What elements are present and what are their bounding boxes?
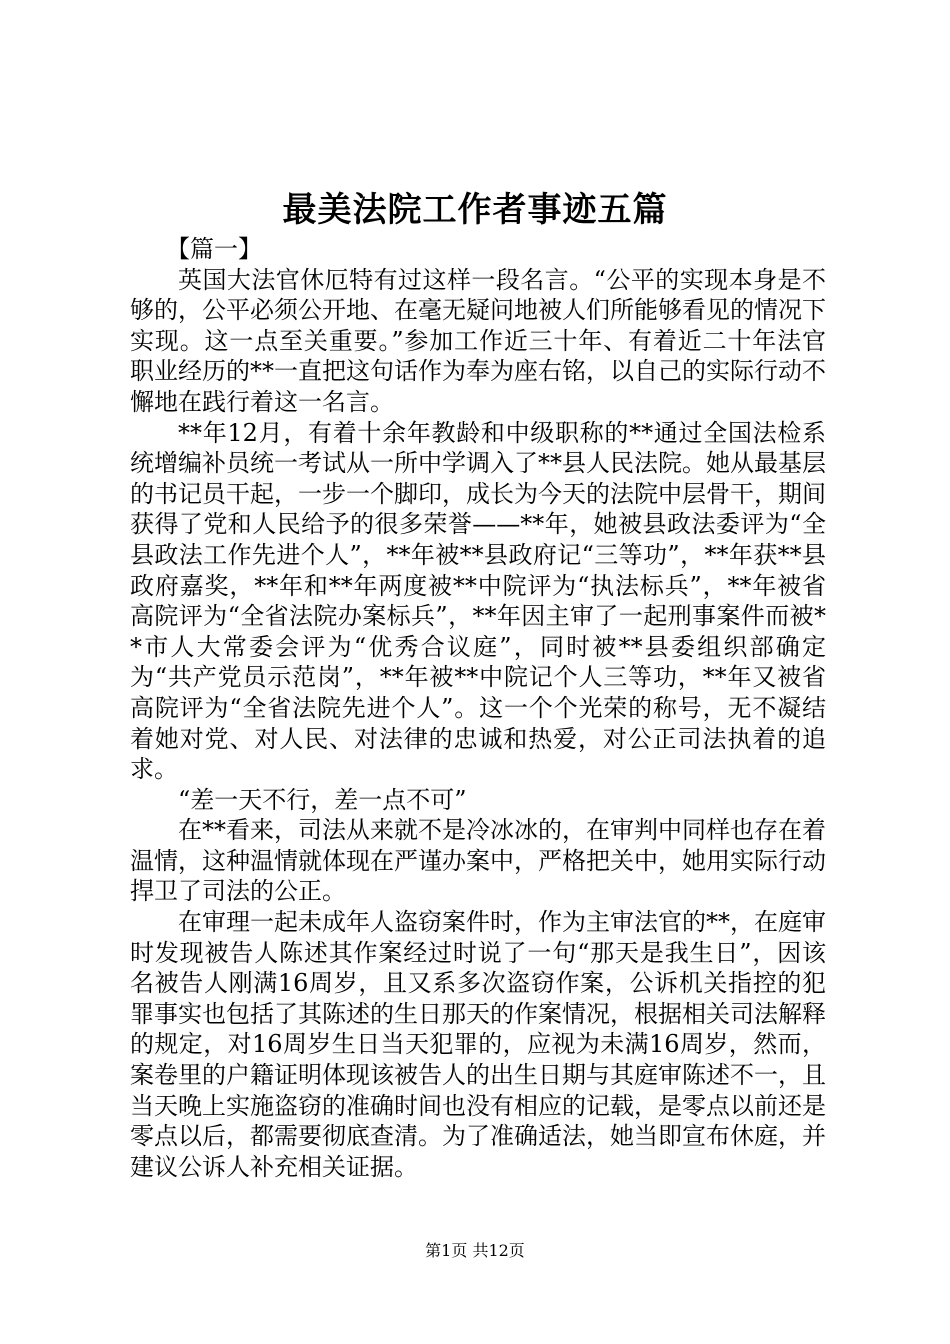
paragraph-quote-heading: “差一天不行，差一点不可” — [178, 785, 467, 814]
document-title: 最美法院工作者事迹五篇 — [282, 190, 668, 230]
page-number: 第1页 共12页 — [425, 1241, 525, 1260]
paragraph: 在**看来，司法从来就不是冷冰冰的，在审判中同样也存在着温情，这种温情就体现在严谨办案中，严格把关中，她用实际行动捍卫了司法的公正。 — [130, 816, 826, 906]
paragraph: **年12月，有着十余年教龄和中级职称的**通过全国法检系统增编补员统一考试从一所中学调入了**县人民法院。她从最基层的书记员干起，一步一个脚印，成长为今天的法院中层骨干，期间获得了党和人民给予的很多荣誉——**年，她被县政法委评为“全县政法工作先进个人”，**年被**县政府记“三等功”，**年获**县政府嘉奖，**年和**年两度被**中院评为“执法标兵”，**年被省高院评为“全省法院办案标兵”，**年因主审了一起刑事案件而被**市人大常委会评为“优秀合议庭”，同时被**县委组织部确定为“共产党员示范岗”，**年被**中院记个人三等功，**年又被省高院评为“全省法院先进个人”。这一个个光荣的称号，无不凝结着她对党、对人民、对法律的忠诚和热爱，对公正司法执着的追求。 — [130, 418, 826, 784]
document-body — [130, 234, 826, 1182]
paragraph: 英国大法官休厄特有过这样一段名言。“公平的实现本身是不够的，公平必须公开地、在毫无疑问地被人们所能够看见的情况下实现。这一点至关重要。”参加工作近三十年、有着近二十年法官职业经历的**一直把这句话作为奉为座右铭，以自己的实际行动不懈地在践行着这一名言。 — [130, 265, 826, 416]
section-heading: 【篇一】 — [166, 235, 262, 263]
paragraph: 在审理一起未成年人盗窃案件时，作为主审法官的**，在庭审时发现被告人陈述其作案经过时说了一句“那天是我生日”，因该名被告人刚满16周岁，且又系多次盗窃作案，公诉机关指控的犯罪事实也包括了其陈述的生日那天的作案情况，根据相关司法解释的规定，对16周岁生日当天犯罪的，应视为未满16周岁，然而，案卷里的户籍证明体现该被告人的出生日期与其庭审陈述不一，且当天晚上实施盗窃的准确时间也没有相应的记载，是零点以前还是零点以后，都需要彻底查清。为了准确适法，她当即宣布休庭，并建议公诉人补充相关证据。 — [130, 908, 826, 1181]
